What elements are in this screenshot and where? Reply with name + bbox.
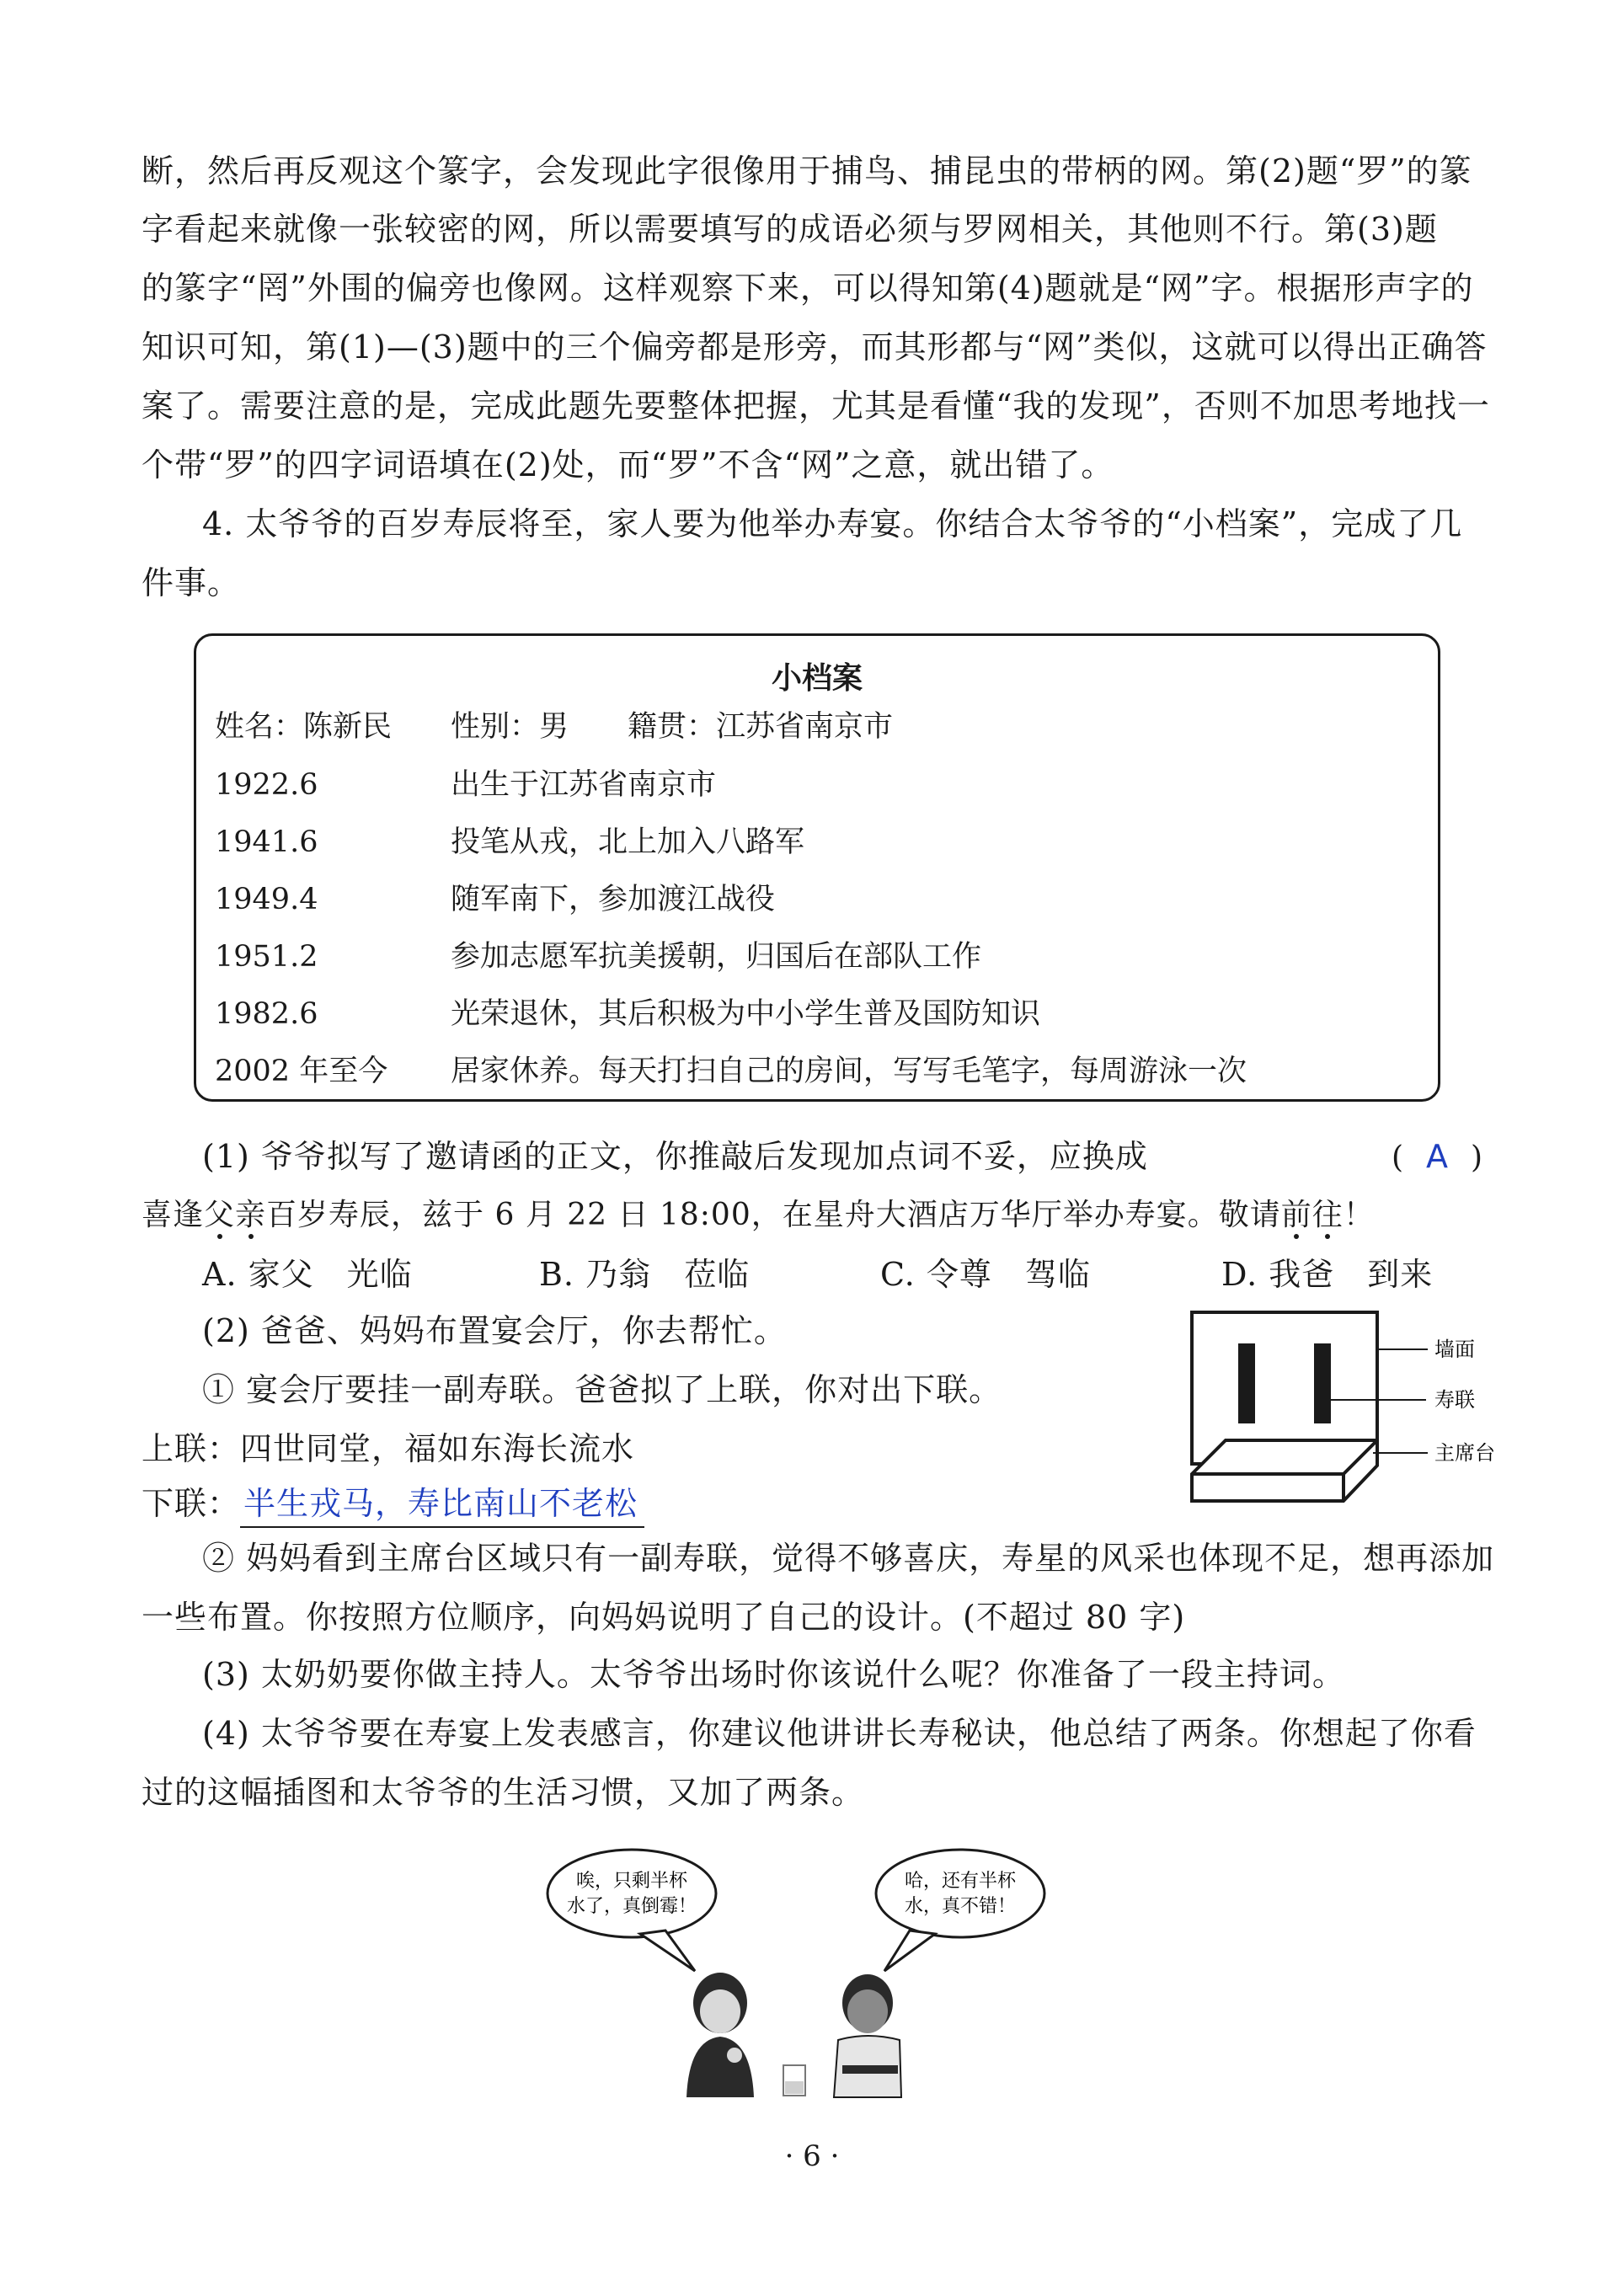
- archive-date: 2002 年至今: [215, 1055, 388, 1088]
- happy-person-figure: [834, 1974, 901, 2097]
- question-4-sub-line1: (4) 太爷爷要在寿宴上发表感言，你建议他讲讲长寿秘诀，他总结了两条。你想起了你看: [202, 1715, 1477, 1752]
- archive-entry: [215, 878, 775, 921]
- archive-date: 1951.2: [215, 940, 318, 974]
- archive-date: 1922.6: [215, 768, 318, 802]
- couplet-right: [1314, 1343, 1331, 1423]
- left-speech-bubble: [548, 1850, 716, 1937]
- page-number: · 6 ·: [784, 2139, 840, 2173]
- option-d: D. 我爸 到来: [1221, 1256, 1434, 1293]
- half-glass-icon: [783, 2065, 805, 2096]
- answer-choice: A: [1426, 1138, 1450, 1175]
- archive-event: 投笔从戎，北上加入八路军: [451, 825, 805, 859]
- right-bubble-text: 水，真不错！: [904, 1896, 1017, 1917]
- option-a: A. 家父 光临: [202, 1256, 413, 1293]
- archive-entry: [215, 1050, 1247, 1092]
- question-1-stem: (1) 爷爷拟写了邀请函的正文，你推敲后发现加点词不妥，应换成: [202, 1138, 1148, 1175]
- left-bubble-tail: [640, 1931, 695, 1971]
- paragraph-line: 案了。需要注意的是，完成此题先要整体把握，尤其是看懂“我的发现”，否则不加思考地找一: [142, 387, 1490, 425]
- dotted-char: 往: [1311, 1198, 1344, 1232]
- lower-couplet: [142, 1482, 644, 1528]
- archive-event: 随军南下，参加渡江战役: [451, 883, 776, 916]
- archive-gender: 性别：男: [451, 710, 569, 744]
- dotted-char: 前: [1280, 1198, 1312, 1232]
- sentence-text: 百岁寿辰，兹于 6 月 22 日 18:00，在星舟大酒店万华厅举办寿宴。敬请: [266, 1198, 1281, 1232]
- sad-person-figure: [686, 1973, 754, 2097]
- archive-entry: [215, 936, 981, 978]
- stage-label: 主席台: [1434, 1441, 1495, 1465]
- wall-label: 墙面: [1434, 1338, 1475, 1361]
- paragraph-line: 个带“罗”的四字词语填在(2)处，而“罗”不含“网”之意，就出错了。: [142, 446, 1114, 483]
- paragraph-line: 知识可知，第(1)—(3)题中的三个偏旁都是形旁，而其形都与“网”类似，这就可以得出正确答: [142, 328, 1488, 366]
- stage-diagram: [1158, 1306, 1546, 1508]
- archive-date: 1949.4: [215, 883, 318, 916]
- archive-event: 出生于江苏省南京市: [451, 768, 717, 802]
- question-2-sub1: ① 宴会厅要挂一副寿联。爸爸拟了上联，你对出下联。: [202, 1371, 1002, 1408]
- left-bubble-text: 唉，只剩半杯: [575, 1871, 688, 1892]
- question-2-sub2-line1: ② 妈妈看到主席台区域只有一副寿联，觉得不够喜庆，寿星的风采也体现不足，想再添加: [202, 1540, 1495, 1577]
- lower-couplet-answer: 半生戎马，寿比南山不老松: [240, 1482, 644, 1528]
- archive-date: 1982.6: [215, 997, 318, 1031]
- invitation-sentence: [142, 1194, 1375, 1236]
- archive-title: 小档案: [771, 661, 863, 696]
- archive-entry: [215, 993, 1040, 1035]
- archive-entry: [215, 821, 804, 863]
- left-bubble-text: 水了，真倒霉！: [566, 1896, 697, 1917]
- paragraph-line: 断，然后再反观这个篆字，会发现此字很像用于捕鸟、捕昆虫的带柄的网。第(2)题“罗”的篆: [142, 152, 1472, 190]
- option-c: C. 令尊 驾临: [880, 1256, 1091, 1293]
- archive-info-row: [215, 706, 952, 748]
- right-speech-bubble: [876, 1850, 1044, 1937]
- option-b: B. 乃翁 莅临: [539, 1256, 751, 1293]
- lower-couplet-label: 下联：: [142, 1485, 241, 1522]
- right-bubble-tail: [884, 1931, 935, 1971]
- question-2-sub2-line2: 一些布置。你按照方位顺序，向妈妈说明了自己的设计。(不超过 80 字): [142, 1599, 1186, 1636]
- archive-date: 1941.6: [215, 825, 318, 859]
- dotted-char: 亲: [235, 1198, 267, 1232]
- answer-bracket: [1392, 1135, 1483, 1179]
- bracket-close: ): [1471, 1140, 1484, 1175]
- archive-entry: [215, 764, 716, 806]
- archive-box: [194, 633, 1440, 1102]
- paragraph-line: 字看起来就像一张较密的网，所以需要填写的成语必须与罗网相关，其他则不行。第(3)题: [142, 211, 1438, 248]
- archive-name: 姓名：陈新民: [215, 710, 393, 744]
- archive-event: 光荣退休，其后积极为中小学生普及国防知识: [451, 997, 1041, 1031]
- upper-couplet: 上联：四世同堂，福如东海长流水: [142, 1430, 635, 1467]
- question-4-line2: 件事。: [142, 564, 241, 601]
- right-bubble-text: 哈，还有半杯: [904, 1871, 1017, 1892]
- sentence-text: ！: [1343, 1198, 1375, 1232]
- question-4-sub-line2: 过的这幅插图和太爷爷的生活习惯，又加了两条。: [142, 1774, 865, 1811]
- stage-platform: [1192, 1440, 1377, 1501]
- bracket-open: (: [1392, 1140, 1405, 1175]
- archive-origin: 籍贯：江苏省南京市: [628, 710, 894, 744]
- half-glass-cartoon: [539, 1845, 1095, 2106]
- couplet-label: 寿联: [1434, 1388, 1475, 1412]
- dotted-char: 父: [204, 1198, 236, 1232]
- couplet-left: [1238, 1343, 1255, 1423]
- question-2-stem: (2) 爸爸、妈妈布置宴会厅，你去帮忙。: [202, 1312, 787, 1349]
- question-3: (3) 太奶奶要你做主持人。太爷爷出场时你该说什么呢？你准备了一段主持词。: [202, 1656, 1345, 1693]
- archive-event: 参加志愿军抗美援朝，归国后在部队工作: [451, 940, 982, 974]
- archive-event: 居家休养。每天打扫自己的房间，写写毛笔字，每周游泳一次: [451, 1055, 1247, 1088]
- sentence-text: 喜逢: [142, 1198, 205, 1232]
- paragraph-line: 的篆字“罔”外围的偏旁也像网。这样观察下来，可以得知第(4)题就是“网”字。根据形声字的: [142, 270, 1474, 307]
- question-4-line1: 4. 太爷爷的百岁寿辰将至，家人要为他举办寿宴。你结合太爷爷的“小档案”，完成了几: [202, 505, 1463, 542]
